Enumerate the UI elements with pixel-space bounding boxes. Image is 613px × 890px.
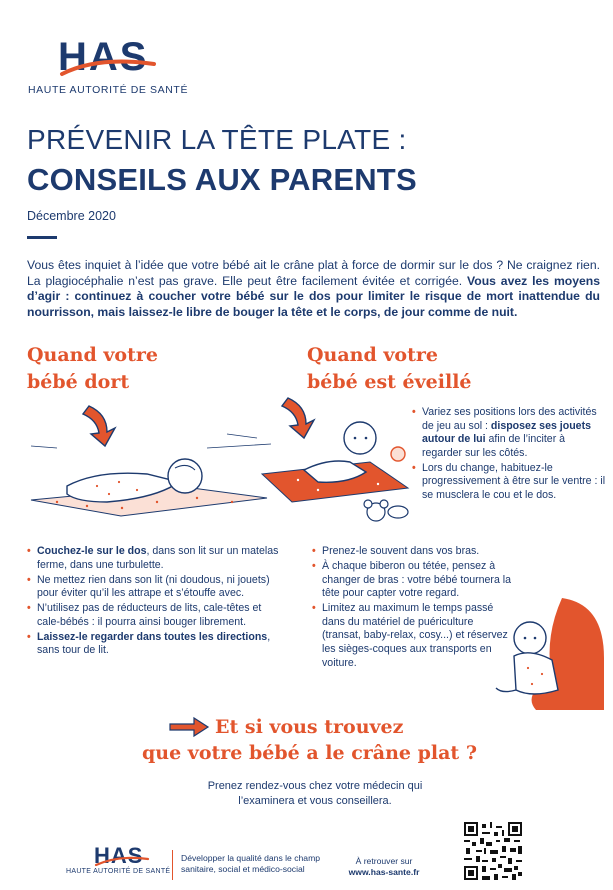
footer-has-logo [92,841,152,871]
intro-bold: Vous avez les moyens d’agir : continuez à coucher votre bébé sur le dos pour limiter le risque de mort inattendue du nourrisson, mais laissez-le libre de bouger la tête et le corps, de jour comme de nuit. [27,273,600,319]
cta-heading-line1: Et si vous trouvez [215,716,404,738]
footer-logo-text: HAS [94,843,144,868]
down-arrow-icon [282,398,314,438]
page-title-line2: CONSEILS AUX PARENTS [27,162,417,197]
sleep-item-2-text: Ne mettez rien dans son lit (ni doudous, ni jouets) pour éviter qu’il les attrape et s’étouffe avec. [37,573,270,600]
footer-org-name: HAUTE AUTORITÉ DE SANTÉ [66,868,171,875]
has-logo [58,34,162,90]
list-item [412,462,607,503]
title-divider [27,236,57,239]
sleep-item-3-text: N’utilisez pas de réducteurs de lits, cale-têtes et cale-bébés : il pourra ainsi bouger librement. [37,602,262,628]
sleep-advice-list [27,545,287,659]
awake-item-2-text: Lors du change, habituez-le progressivement à être sur le ventre : il se musclera le cou et le dos. [422,461,606,501]
awake-item-1-pre: Variez ses positions lors des activités de jeu au sol : [422,406,597,432]
sleep-item-4-bold: Laissez-le regarder dans toutes les directions [37,630,268,643]
footer-find-label: À retrouver sur [355,856,413,866]
cta-heading-line2: que votre bébé a le crâne plat ? [142,742,477,764]
awake-title-line1: Quand votre [307,344,438,366]
footer-find-block [340,856,428,878]
cta-text: Prenez rendez-vous chez votre médecin qui l’examinera et vous conseillera. [207,780,423,807]
intro-paragraph [27,258,600,320]
org-name: HAUTE AUTORITÉ DE SANTÉ [28,84,189,96]
sleep-item-1-text: , dans son lit sur un matelas ferme, dans une turbulette. [37,545,279,571]
list-item [27,574,287,601]
right-arrow-icon [168,716,210,738]
publication-date: Décembre 2020 [27,209,116,223]
footer-divider [172,850,173,880]
list-item [27,545,287,572]
list-item [27,602,287,629]
awake-item-1-text: afin de l’inciter à regarder sur les côtés. [422,433,566,459]
tummy-time-illustration [258,388,418,528]
footer-mission: Développer la qualité dans le champ sanitaire, social et médico-social [181,853,321,874]
sleep-item-4-text: , sans tour de lit. [37,630,271,657]
down-arrow-icon [83,406,115,446]
awake-advice-list-top [412,406,607,504]
sleep-title-line2: bébé dort [27,371,130,393]
awake-title-line2: bébé est éveillé [307,371,472,393]
footer-url-link[interactable]: www.has-sante.fr [348,867,420,877]
list-item: • Prenez-le souvent dans vos bras. [312,545,512,559]
intro-normal: Vous êtes inquiet à l’idée que votre bébé ait le crâne plat à force de dormir sur le dos ? Ne craignez rien. La plagiocéphalie n’est pas grave. Elle peut être facilement évitée et corrigée. [27,258,600,288]
page-title-line1: PRÉVENIR LA TÊTE PLATE : [27,124,407,155]
qr-code-icon[interactable] [464,822,522,880]
list-item: • À chaque biberon ou tétée, pensez à changer de bras : votre bébé tournera la tête pour capter votre regard. [312,560,512,601]
sleeping-baby-illustration [27,398,277,533]
sleep-title-line1: Quand votre [27,344,158,366]
logo-text: HAS [58,35,149,79]
list-item [27,631,287,658]
sleep-item-1-bold: Couchez-le sur le dos [37,545,147,557]
awake-item-1-bold: disposez ses jouets autour de lui [422,419,591,446]
awake-advice-list-bottom [312,545,512,672]
list-item [412,406,607,460]
sleep-section-title [27,342,158,396]
list-item: • Limitez au maximum le temps passé dans du matériel de puériculture (transat, baby-relax, cosy...) et réservez les sièges-coques aux transports en voiture. [312,602,512,670]
